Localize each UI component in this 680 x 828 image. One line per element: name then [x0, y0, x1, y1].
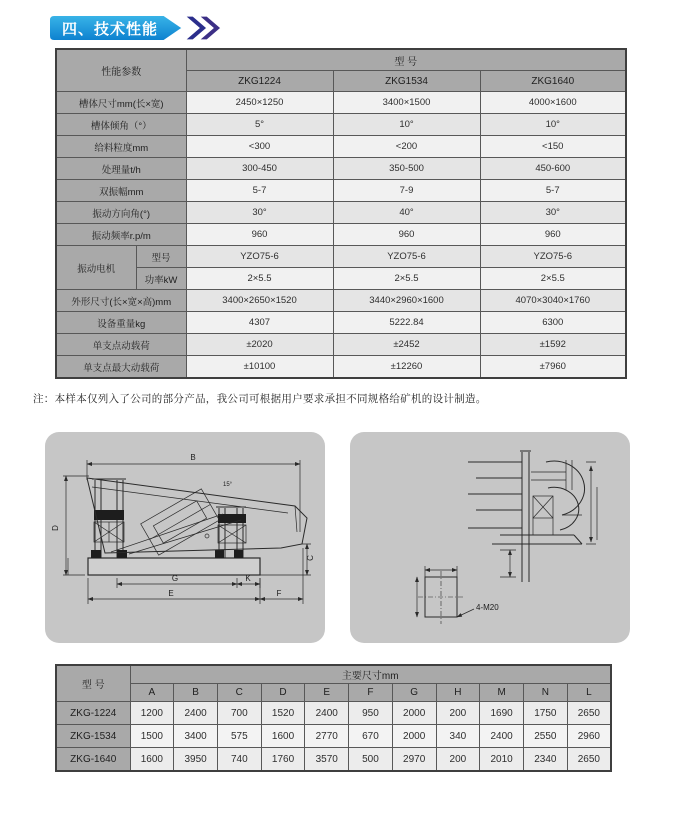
spec-cell-value: 7-9: [333, 180, 480, 202]
spec-cell-value: <150: [480, 136, 626, 158]
spec-cell-value: 5-7: [186, 180, 333, 202]
spec-cell-value: 6300: [480, 312, 626, 334]
side-view-drawing: [45, 432, 325, 643]
dim-cell-value: 2400: [174, 702, 218, 725]
spec-cell-value: ±2452: [333, 334, 480, 356]
spec-cell-value: ±12260: [333, 356, 480, 379]
dim-col-header: C: [217, 684, 261, 702]
dim-cell-value: 2000: [392, 702, 436, 725]
dim-label-f: F: [276, 589, 282, 598]
dim-row-model: ZKG-1534: [56, 725, 130, 748]
dim-col-header: B: [174, 684, 218, 702]
spec-row-label: 单支点动载荷: [56, 334, 186, 356]
dim-row: [56, 702, 611, 725]
dim-span-header: 主要尺寸mm: [130, 665, 611, 684]
dim-cell-value: 1690: [480, 702, 524, 725]
spec-row-label: 给料粒度mm: [56, 136, 186, 158]
end-view-drawing: [350, 432, 630, 643]
spec-cell-value: 2×5.5: [186, 268, 333, 290]
end-view-panel: [350, 432, 630, 643]
dim-cell-value: 2650: [567, 748, 611, 772]
spec-cell-value: 4307: [186, 312, 333, 334]
spec-cell-value: 10°: [480, 114, 626, 136]
dim-col-header: F: [349, 684, 393, 702]
spec-cell-value: 30°: [480, 202, 626, 224]
spec-table-body: [56, 92, 626, 379]
spec-row: [56, 356, 626, 379]
spec-cell-value: 960: [186, 224, 333, 246]
spec-table: [55, 48, 627, 379]
dim-cell-value: 1520: [261, 702, 305, 725]
spec-cell-value: 2450×1250: [186, 92, 333, 114]
spec-cell-value: 30°: [186, 202, 333, 224]
dim-table-body: [56, 702, 611, 772]
spec-model-name: ZKG1534: [333, 71, 480, 92]
spec-cell-value: 4000×1600: [480, 92, 626, 114]
dim-col-header: N: [523, 684, 567, 702]
dim-cell-value: 2650: [567, 702, 611, 725]
dim-columns-row: [56, 684, 611, 702]
spec-row: [56, 224, 626, 246]
dim-cell-value: 670: [349, 725, 393, 748]
spec-cell-value: 350-500: [333, 158, 480, 180]
spec-header-row: [56, 49, 626, 71]
dim-col-header: A: [130, 684, 174, 702]
dim-label-angle: 15°: [223, 482, 233, 488]
dim-cell-value: 2770: [305, 725, 349, 748]
dim-cell-value: 500: [349, 748, 393, 772]
spec-cell-value: <200: [333, 136, 480, 158]
bolt-spec-label: 4-M20: [476, 603, 499, 612]
dimension-table: [55, 664, 612, 772]
section-title: 四、技术性能: [61, 21, 159, 38]
spec-row: [56, 114, 626, 136]
dim-cell-value: 1200: [130, 702, 174, 725]
dim-cell-value: 1750: [523, 702, 567, 725]
spec-cell-value: 10°: [333, 114, 480, 136]
dim-cell-value: 2010: [480, 748, 524, 772]
spec-row-label: 振动方向角(°): [56, 202, 186, 224]
dim-row-model: ZKG-1640: [56, 748, 130, 772]
dim-label-d: D: [51, 525, 60, 531]
dim-row: [56, 725, 611, 748]
spec-group-label: 振动电机: [56, 246, 136, 290]
dim-cell-value: 3400: [174, 725, 218, 748]
dim-cell-value: 1600: [261, 725, 305, 748]
dim-cell-value: 2960: [567, 725, 611, 748]
spec-row: [56, 246, 626, 268]
spec-cell-value: 40°: [333, 202, 480, 224]
spec-model-name: ZKG1640: [480, 71, 626, 92]
spec-cell-value: 3400×2650×1520: [186, 290, 333, 312]
spec-cell-value: ±2020: [186, 334, 333, 356]
spec-cell-value: 4070×3040×1760: [480, 290, 626, 312]
spec-row: [56, 334, 626, 356]
dim-cell-value: 3950: [174, 748, 218, 772]
spec-cell-value: ±10100: [186, 356, 333, 379]
dim-label-b: B: [190, 453, 196, 462]
dim-cell-value: 2400: [305, 702, 349, 725]
dim-label-g: G: [171, 574, 179, 583]
spec-row-label: 槽体倾角（°）: [56, 114, 186, 136]
spec-cell-value: 2×5.5: [333, 268, 480, 290]
dim-cell-value: 740: [217, 748, 261, 772]
spec-row: [56, 180, 626, 202]
dim-corner-header: 型 号: [56, 665, 130, 702]
spec-cell-value: 5222.84: [333, 312, 480, 334]
spec-cell-value: ±1592: [480, 334, 626, 356]
spec-corner-header: 性能参数: [56, 49, 186, 92]
spec-row: [56, 268, 626, 290]
spec-row-sublabel: 型号: [136, 246, 186, 268]
spec-row-label: 双振幅mm: [56, 180, 186, 202]
dim-cell-value: 340: [436, 725, 480, 748]
dim-cell-value: 2400: [480, 725, 524, 748]
dim-col-header: G: [392, 684, 436, 702]
spec-row: [56, 92, 626, 114]
side-view-panel: [45, 432, 325, 643]
spec-row: [56, 290, 626, 312]
spec-model-header: 型 号: [186, 49, 626, 71]
footnote: 注：本样本仅列入了公司的部分产品，我公司可根据用户要求承担不同规格给矿机的设计制造。: [33, 393, 487, 405]
spec-row: [56, 312, 626, 334]
spec-cell-value: <300: [186, 136, 333, 158]
spec-cell-value: YZO75-6: [333, 246, 480, 268]
spec-cell-value: YZO75-6: [480, 246, 626, 268]
dim-cell-value: 950: [349, 702, 393, 725]
spec-row: [56, 158, 626, 180]
spec-cell-value: 300-450: [186, 158, 333, 180]
spec-cell-value: 3400×1500: [333, 92, 480, 114]
spec-cell-value: 3440×2960×1600: [333, 290, 480, 312]
dim-row: [56, 748, 611, 772]
spec-cell-value: 5°: [186, 114, 333, 136]
dim-cell-value: 1600: [130, 748, 174, 772]
spec-model-name: ZKG1224: [186, 71, 333, 92]
dim-cell-value: 1760: [261, 748, 305, 772]
spec-cell-value: 960: [480, 224, 626, 246]
dim-cell-value: 2000: [392, 725, 436, 748]
spec-cell-value: 2×5.5: [480, 268, 626, 290]
dim-col-header: D: [261, 684, 305, 702]
spec-cell-value: 960: [333, 224, 480, 246]
dim-label-e: E: [168, 589, 174, 598]
spec-cell-value: ±7960: [480, 356, 626, 379]
spec-row-label: 外形尺寸(长×宽×高)mm: [56, 290, 186, 312]
dim-cell-value: 2970: [392, 748, 436, 772]
dim-col-header: E: [305, 684, 349, 702]
dim-cell-value: 3570: [305, 748, 349, 772]
section-banner: [46, 13, 236, 43]
spec-row-label: 振动频率r.p/m: [56, 224, 186, 246]
dim-row-model: ZKG-1224: [56, 702, 130, 725]
dim-cell-value: 1500: [130, 725, 174, 748]
spec-row: [56, 202, 626, 224]
dim-label-c: C: [306, 555, 315, 561]
dim-col-header: H: [436, 684, 480, 702]
dim-cell-value: 200: [436, 748, 480, 772]
dim-cell-value: 200: [436, 702, 480, 725]
dim-cell-value: 2340: [523, 748, 567, 772]
spec-cell-value: YZO75-6: [186, 246, 333, 268]
spec-row-label: 单支点最大动载荷: [56, 356, 186, 379]
spec-row-label: 槽体尺寸mm(长×宽): [56, 92, 186, 114]
spec-row-label: 设备重量kg: [56, 312, 186, 334]
dim-cell-value: 2550: [523, 725, 567, 748]
dim-cell-value: 700: [217, 702, 261, 725]
dim-label-k: K: [245, 574, 251, 583]
dim-col-header: L: [567, 684, 611, 702]
dim-cell-value: 575: [217, 725, 261, 748]
spec-cell-value: 450-600: [480, 158, 626, 180]
dim-header-row: [56, 665, 611, 684]
spec-row-label: 处理量t/h: [56, 158, 186, 180]
spec-row: [56, 136, 626, 158]
dim-col-header: M: [480, 684, 524, 702]
spec-row-sublabel: 功率kW: [136, 268, 186, 290]
spec-cell-value: 5-7: [480, 180, 626, 202]
